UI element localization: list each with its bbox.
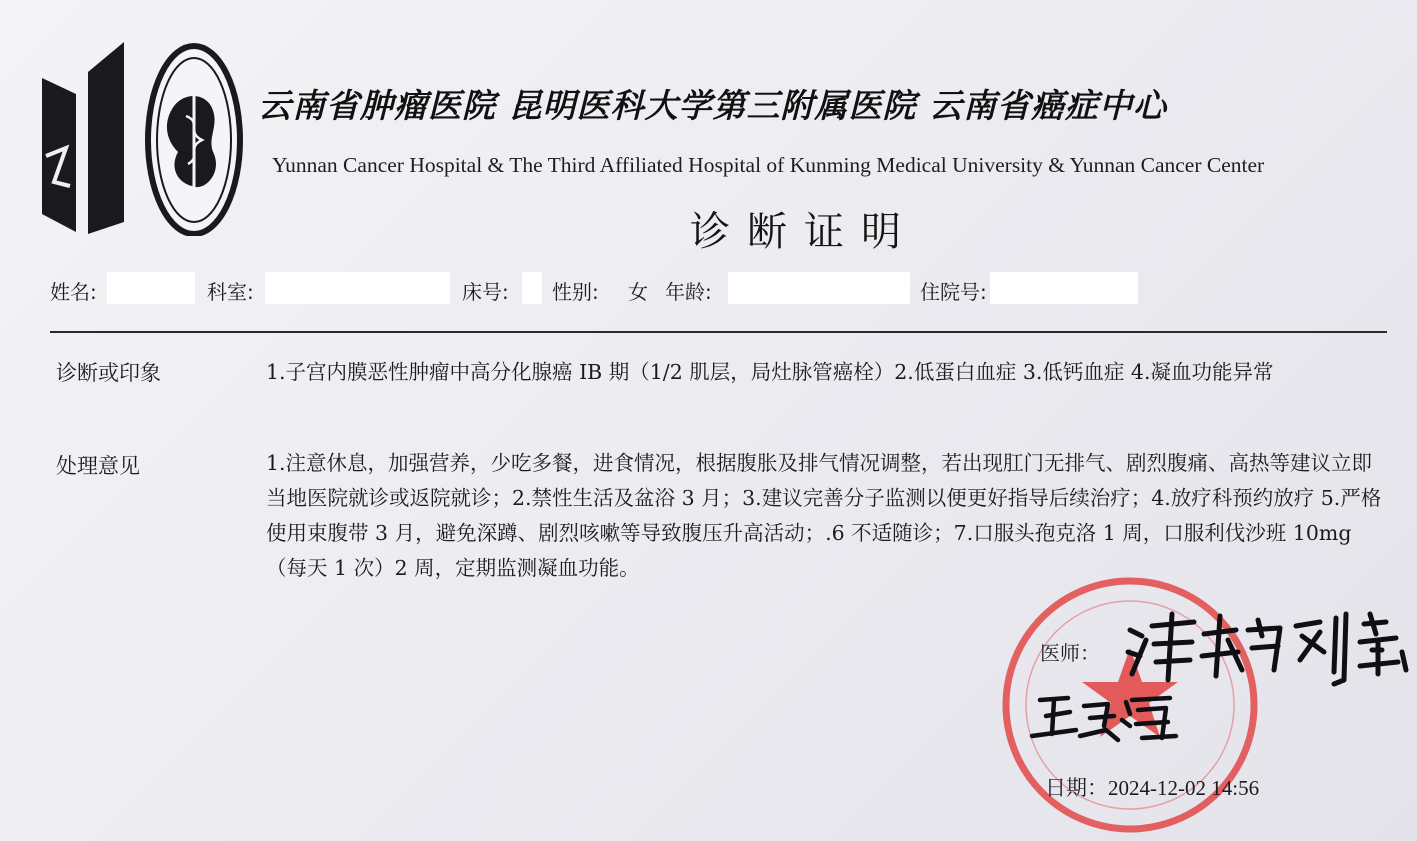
hospital-name-en: Yunnan Cancer Hospital & The Third Affiliated Hospital of Kunming Medical University & Yunnan Cancer Center [272, 153, 1265, 177]
header-divider [50, 331, 1387, 333]
patient-info-row [0, 272, 1417, 306]
date-label: 日期： [1045, 776, 1108, 800]
diagnosis-label: 诊断或印象 [56, 361, 161, 385]
date-value: 2024-12-02 14:56 [1108, 776, 1260, 800]
hospital-name-cn: 云南省肿瘤医院 昆明医科大学第三附属医院 云南省癌症中心 [258, 86, 1167, 125]
treatment-label: 处理意见 [56, 454, 140, 478]
gender-value: 女 [628, 280, 648, 304]
logo-bar-right [88, 42, 124, 234]
bed-label: 床号: [462, 280, 509, 304]
document-title: 诊断证明 [690, 209, 918, 255]
age-redacted [728, 272, 910, 304]
name-label: 姓名: [50, 280, 97, 304]
admission-redacted [990, 272, 1138, 304]
age-label: 年龄: [665, 280, 712, 304]
gender-label: 性别: [552, 280, 599, 304]
diagnosis-text: 1.子宫内膜恶性肿瘤中高分化腺癌 IB 期（1/2 肌层，局灶脉管癌栓）2.低蛋白血症 3.低钙血症 4.凝血功能异常 [266, 360, 1274, 384]
hospital-logo [36, 36, 246, 236]
second-signature [1010, 690, 1180, 750]
bed-redacted [522, 272, 542, 304]
name-redacted [107, 272, 195, 304]
admission-label: 住院号: [920, 280, 987, 304]
date-line [1045, 772, 1259, 802]
hospital-emblem-icon [148, 46, 240, 234]
treatment-text: 1.注意休息，加强营养，少吃多餐，进食情况，根据腹胀及排气情况调整，若出现肛门无排气、剧烈腹痛、高热等建议立即当地医院就诊或返院就诊；2.禁性生活及盆浴 3 月；3.建议完善分子监测以便更好指导后续治疗；4.放疗科预约放疗 5.严格使用束腹带 3 月，避免深蹲、剧烈咳嗽等导致腹压升高活动；.6 不适随诊；7.口服头孢克洛 1 周，口服利伐沙班 10mg（每天 1 次）2 周，定期监测凝血功能。 [266, 451, 1382, 580]
department-label: 科室: [207, 280, 254, 304]
doctor-signature [1120, 600, 1410, 690]
department-redacted [265, 272, 450, 304]
doctor-label: 医师： [1040, 641, 1100, 665]
